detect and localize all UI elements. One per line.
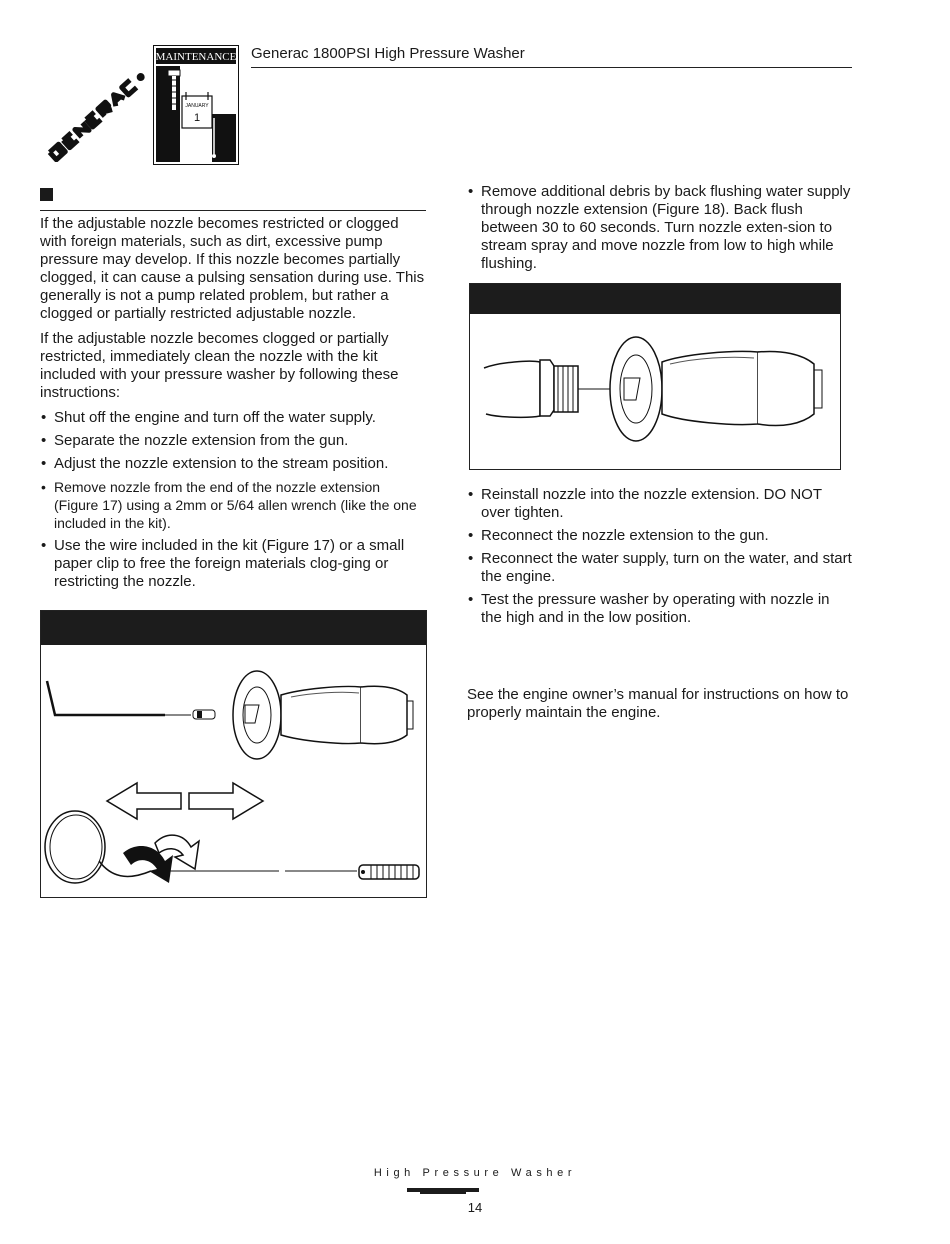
list-item: • Test the pressure washer by operating with nozzle in the high and in the low position. bbox=[467, 591, 852, 627]
section-marker-icon bbox=[40, 188, 53, 201]
list-item: • Reconnect the nozzle extension to the gun. bbox=[467, 527, 852, 545]
back-flush-hose-illustration bbox=[470, 314, 840, 469]
intro-paragraph: If the adjustable nozzle becomes restricted or clogged with foreign materials, such as dirt, excessive pump pressure may develop. If this nozzle becomes partially clogged, it can cause a pulsing sensation during use. This generally is not a pump related problem, but rather a clogged or partially restricted adjustable nozzle. bbox=[40, 215, 425, 322]
header-title: Generac 1800PSI High Pressure Washer bbox=[251, 45, 525, 62]
list-item: • Reconnect the water supply, turn on the water, and start the engine. bbox=[467, 550, 852, 586]
instructions-paragraph: If the adjustable nozzle becomes clogged or partially restricted, immediately clean the nozzle with the kit included with your pressure washer by following these instructions: bbox=[40, 330, 399, 401]
back-flush-instructions bbox=[467, 183, 852, 278]
badge-label: MAINTENANCE bbox=[155, 51, 237, 63]
list-item: • Shut off the engine and turn off the water supply. bbox=[40, 409, 425, 427]
calendar-month: JANUARY bbox=[185, 103, 209, 109]
page-number: 14 bbox=[467, 1200, 483, 1215]
nozzle-cleaning-instructions bbox=[40, 215, 425, 596]
cleaning-wire-illustration bbox=[45, 811, 419, 883]
list-item: • Reinstall nozzle into the nozzle extension. DO NOT over tighten. bbox=[467, 486, 852, 522]
maintenance-badge bbox=[153, 45, 239, 165]
list-item: • Use the wire included in the kit (Figure 17) or a small paper clip to free the foreign materials clog-ging or restricting the nozzle. bbox=[40, 537, 425, 591]
list-item: • Adjust the nozzle extension to the stream position. bbox=[40, 455, 425, 473]
list-item: • Separate the nozzle extension from the gun. bbox=[40, 432, 425, 450]
list-item: • Remove nozzle from the end of the nozzle extension (Figure 17) using a 2mm or 5/64 allen wrench (like the one included in the kit). bbox=[40, 478, 425, 532]
engine-maintenance-note: See the engine owner’s manual for instructions on how to properly maintain the engine. bbox=[467, 686, 849, 721]
reassembly-instructions bbox=[467, 486, 852, 632]
figure-18-caption-bar bbox=[470, 284, 840, 314]
list-item: • Remove additional debris by back flushing water supply through nozzle extension (Figure 18). Back flush between 30 to 60 seconds. Turn nozzle exten-sion to stream spray and move nozzle from low to high while flushing. bbox=[467, 183, 852, 273]
arrow-left-icon bbox=[107, 783, 181, 819]
figure-17-caption-bar bbox=[41, 611, 426, 645]
generac-logo-icon bbox=[36, 40, 158, 162]
cleaning-steps-list bbox=[40, 409, 425, 591]
arrow-right-icon bbox=[189, 783, 263, 819]
nozzle-extension-illustration bbox=[41, 645, 426, 897]
figure-17 bbox=[40, 610, 427, 898]
header-rule bbox=[251, 67, 852, 68]
back-flush-steps-list bbox=[467, 183, 852, 273]
section-rule bbox=[40, 210, 426, 211]
footer-label: High Pressure Washer bbox=[373, 1167, 577, 1179]
calendar-day: 1 bbox=[193, 112, 201, 124]
calendar-icon bbox=[182, 92, 212, 128]
footer-bar-accent bbox=[420, 1192, 466, 1194]
reassembly-steps-list bbox=[467, 486, 852, 627]
figure-18 bbox=[469, 283, 841, 470]
